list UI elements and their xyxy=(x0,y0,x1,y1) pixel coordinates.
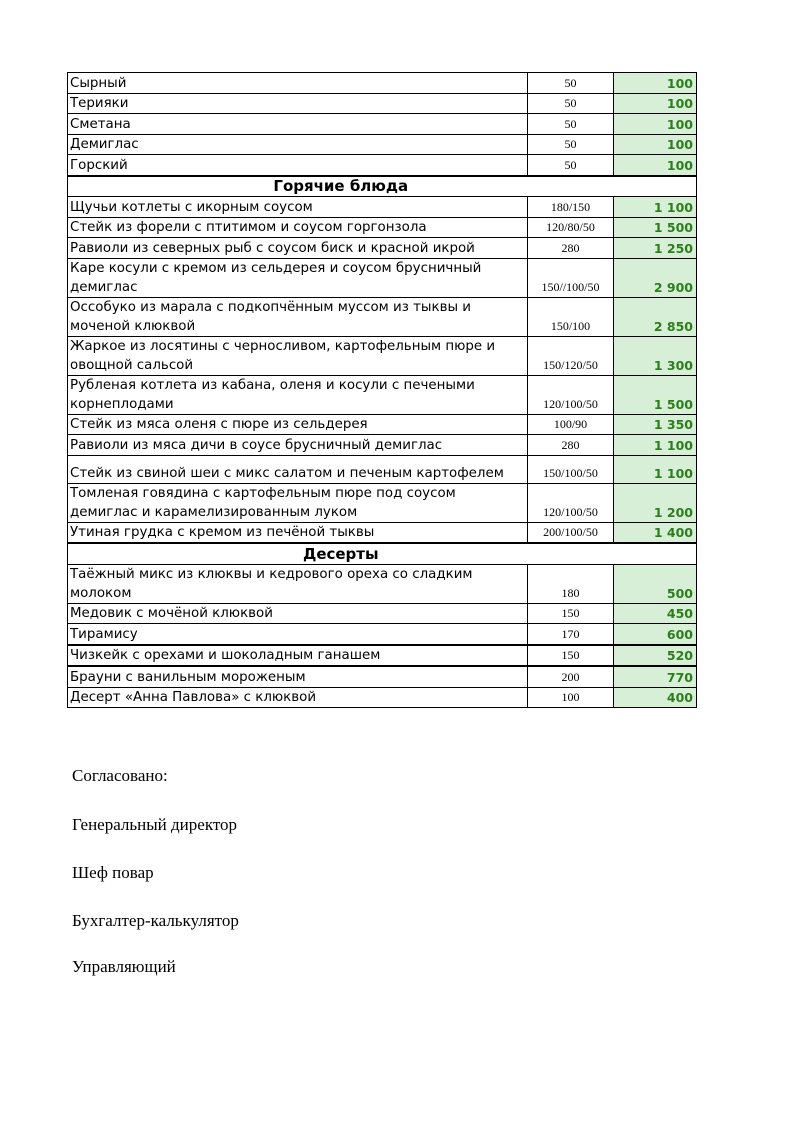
dish-price: 1 500 xyxy=(614,375,697,414)
dish-weight: 50 xyxy=(528,134,614,155)
dish-weight: 50 xyxy=(528,93,614,114)
dish-price: 100 xyxy=(614,134,697,155)
agreed-label: Согласовано: xyxy=(72,766,168,785)
dish-name: Равиоли из северных рыб с соусом биск и красной икрой xyxy=(68,238,528,259)
dish-weight: 120/100/50 xyxy=(528,375,614,414)
table-row xyxy=(68,336,697,375)
dish-price: 1 100 xyxy=(614,435,697,456)
dish-weight: 280 xyxy=(528,238,614,259)
manager-label: Управляющий xyxy=(72,957,176,976)
menu-table xyxy=(67,72,697,708)
dish-weight: 180/150 xyxy=(528,197,614,218)
dish-name: Медовик с мочёной клюквой xyxy=(68,603,528,624)
dish-price: 1 500 xyxy=(614,217,697,238)
section-header-row xyxy=(68,176,697,197)
table-row xyxy=(68,258,697,297)
dish-weight: 280 xyxy=(528,435,614,456)
dish-weight: 100/90 xyxy=(528,414,614,435)
table-row xyxy=(68,217,697,238)
table-row xyxy=(68,197,697,218)
chef-label: Шеф повар xyxy=(72,863,154,882)
dish-price: 2 900 xyxy=(614,258,697,297)
dish-name: Брауни с ванильным мороженым xyxy=(68,666,528,687)
table-row xyxy=(68,93,697,114)
dish-name: Стейк из мяса оленя с пюре из сельдерея xyxy=(68,414,528,435)
table-row xyxy=(68,435,697,456)
dish-price: 2 850 xyxy=(614,297,697,336)
dish-name: Рубленая котлета из кабана, оленя и косули с печеными корнеплодами xyxy=(68,375,528,414)
dish-name: Оссобуко из марала с подкопчённым муссом из тыквы и моченой клюквой xyxy=(68,297,528,336)
dish-price: 1 400 xyxy=(614,522,697,543)
table-row xyxy=(68,114,697,135)
dish-name: Утиная грудка с кремом из печёной тыквы xyxy=(68,522,528,543)
table-row xyxy=(68,238,697,259)
dish-price: 520 xyxy=(614,645,697,667)
section-header-row xyxy=(68,543,697,564)
dish-price: 1 200 xyxy=(614,483,697,522)
table-row xyxy=(68,134,697,155)
dish-name: Стейк из свиной шеи с микс салатом и печеным картофелем xyxy=(68,455,528,483)
dish-weight: 150/120/50 xyxy=(528,336,614,375)
dish-name: Томленая говядина с картофельным пюре под соусом демиглас и карамелизированным луком xyxy=(68,483,528,522)
table-row xyxy=(68,483,697,522)
dish-price: 1 300 xyxy=(614,336,697,375)
table-row xyxy=(68,414,697,435)
table-row xyxy=(68,455,697,483)
table-row xyxy=(68,666,697,687)
dish-price: 100 xyxy=(614,155,697,176)
dish-price: 600 xyxy=(614,624,697,645)
dish-weight: 150/100/50 xyxy=(528,455,614,483)
dish-weight: 170 xyxy=(528,624,614,645)
dish-price: 1 100 xyxy=(614,197,697,218)
section-title-hot-dishes: Горячие блюда xyxy=(68,176,614,197)
table-row xyxy=(68,155,697,176)
dish-price: 450 xyxy=(614,603,697,624)
table-row xyxy=(68,522,697,543)
table-row xyxy=(68,297,697,336)
section-blank-cell xyxy=(614,543,697,564)
dish-weight: 50 xyxy=(528,114,614,135)
dish-price: 770 xyxy=(614,666,697,687)
dish-name: Демиглас xyxy=(68,134,528,155)
table-row xyxy=(68,687,697,708)
general-director-label: Генеральный директор xyxy=(72,815,238,834)
dish-price: 400 xyxy=(614,687,697,708)
dish-name: Таёжный микс из клюквы и кедрового ореха со сладким молоком xyxy=(68,564,528,603)
dish-price: 1 100 xyxy=(614,455,697,483)
dish-name: Стейк из форели с птитимом и соусом горгонзола xyxy=(68,217,528,238)
table-row xyxy=(68,603,697,624)
dish-price: 100 xyxy=(614,93,697,114)
table-row xyxy=(68,645,697,667)
dish-name: Сметана xyxy=(68,114,528,135)
dish-weight: 120/100/50 xyxy=(528,483,614,522)
dish-weight: 150//100/50 xyxy=(528,258,614,297)
dish-weight: 180 xyxy=(528,564,614,603)
table-row xyxy=(68,73,697,94)
dish-price: 100 xyxy=(614,73,697,94)
table-row xyxy=(68,624,697,645)
dish-name: Жаркое из лосятины с черносливом, картофельным пюре и овощной сальсой xyxy=(68,336,528,375)
dish-price: 1 350 xyxy=(614,414,697,435)
dish-name: Чизкейк с орехами и шоколадным ганашем xyxy=(68,645,528,667)
dish-price: 100 xyxy=(614,114,697,135)
dish-weight: 100 xyxy=(528,687,614,708)
dish-name: Тирамису xyxy=(68,624,528,645)
accountant-label: Бухгалтер-калькулятор xyxy=(72,911,239,930)
dish-name: Каре косули с кремом из сельдерея и соусом брусничный демиглас xyxy=(68,258,528,297)
dish-weight: 200 xyxy=(528,666,614,687)
table-row xyxy=(68,564,697,603)
dish-weight: 50 xyxy=(528,73,614,94)
dish-name: Десерт «Анна Павлова» с клюквой xyxy=(68,687,528,708)
dish-weight: 150 xyxy=(528,603,614,624)
section-title-desserts: Десерты xyxy=(68,543,614,564)
table-row xyxy=(68,375,697,414)
dish-name: Горский xyxy=(68,155,528,176)
dish-price: 500 xyxy=(614,564,697,603)
dish-weight: 150 xyxy=(528,645,614,667)
dish-weight: 200/100/50 xyxy=(528,522,614,543)
dish-weight: 50 xyxy=(528,155,614,176)
dish-weight: 120/80/50 xyxy=(528,217,614,238)
dish-name: Щучьи котлеты с икорным соусом xyxy=(68,197,528,218)
section-blank-cell xyxy=(614,176,697,197)
dish-price: 1 250 xyxy=(614,238,697,259)
dish-weight: 150/100 xyxy=(528,297,614,336)
dish-name: Сырный xyxy=(68,73,528,94)
dish-name: Равиоли из мяса дичи в соусе брусничный демиглас xyxy=(68,435,528,456)
dish-name: Терияки xyxy=(68,93,528,114)
